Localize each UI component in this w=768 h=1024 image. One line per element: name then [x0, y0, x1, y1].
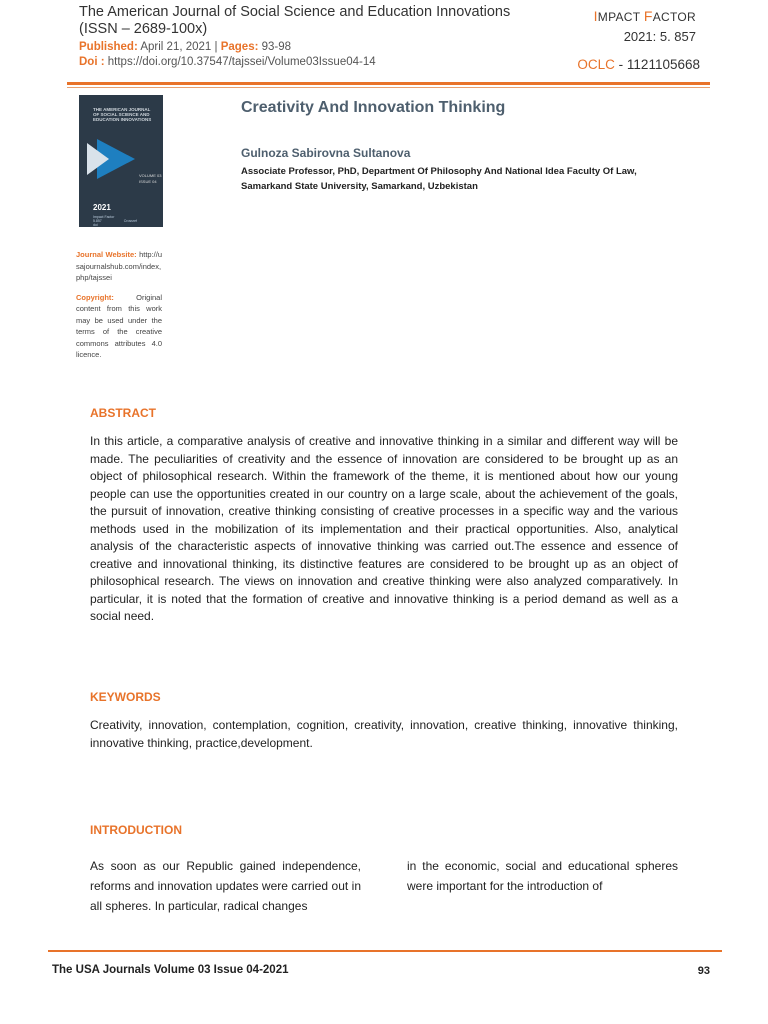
header-divider-thin — [67, 87, 710, 88]
journal-title — [79, 4, 549, 38]
pages-range: 93-98 — [261, 41, 292, 53]
cover-title: THE AMERICAN JOURNAL OF SOCIAL SCIENCE AND EDUCATION INNOVATIONS — [93, 107, 152, 123]
impact-factor-label: IMPACT FACTOR — [593, 8, 696, 24]
author-name: Gulnoza Sabirovna Sultanova — [241, 146, 411, 160]
article-sidebar — [76, 249, 162, 369]
footer-divider — [48, 950, 722, 952]
doi-link[interactable]: https://doi.org/10.37547/tajssei/Volume03Issue04-14 — [107, 56, 376, 68]
cover-year: 2021 — [93, 203, 111, 212]
pages-label: Pages: — [220, 41, 259, 53]
oclc-value: - 1121105668 — [618, 57, 700, 72]
chevron-graphic-light — [87, 143, 109, 175]
keywords-heading: KEYWORDS — [90, 690, 161, 704]
website-link[interactable]: http://usajournalshub.com/index,php/tajssei — [76, 250, 162, 282]
copyright-notice — [76, 292, 162, 361]
cover-volume: VOLUME 03 ISSUE 04 — [139, 173, 162, 184]
introduction-column-left: As soon as our Republic gained independence, reforms and innovation updates were carried out in all spheres. In particular, radical changes — [90, 859, 361, 913]
cover-footer: Impact Factor 5.857 Crossref doi — [93, 215, 137, 227]
oclc-number — [577, 57, 700, 72]
introduction-column-right: in the economic, social and educational spheres were important for the introduction of — [407, 859, 678, 893]
published-label: Published: — [79, 41, 138, 53]
publication-meta: Published: April 21, 2021 | Pages: 93-98 — [79, 41, 292, 53]
copyright-label: Copyright: — [76, 292, 114, 302]
footer-journal-issue: The USA Journals Volume 03 Issue 04-2021 — [52, 964, 289, 976]
journal-website — [76, 249, 162, 284]
impact-factor-value: 2021: 5. 857 — [623, 29, 696, 44]
header-divider — [67, 82, 710, 85]
page-number: 93 — [697, 965, 710, 977]
journal-issn: (ISSN – 2689-100x) — [79, 21, 208, 37]
copyright-text: Original content from this work may be used under the terms of the creative commons attributes 4.0 licence. — [76, 292, 162, 359]
journal-name: The American Journal of Social Science and Education Innovations — [79, 4, 511, 20]
oclc-label: OCLC — [577, 57, 615, 72]
abstract-text: In this article, a comparative analysis of creative and innovative thinking in a similar and different way will be made. The peculiarities of creativity and the essence of innovation are considered to be brought up as an object of philosophical research. Within the framework of the theme, it is mentioned about how our young people can use the opportunities created in our country on a large scale, about the achievement of the goals, the pursuit of innovation, creative thinking consisting of creative processes in a specific way and the various methods used in the mobilization of its implementation and their practical opportunities. Also, analytical analysis of the characteristic aspects of innovative thinking was carried out.The essence and essence of creative and innovational thinking, its distinctive features are considered to be brought up as an object of philosophical research. The views on innovation and creative thinking were also analyzed comparatively. In particular, it is noted that the formation of creative and innovative thinking is a period demand as well as a social need. — [90, 434, 678, 623]
abstract-heading: ABSTRACT — [90, 406, 156, 420]
introduction-heading: INTRODUCTION — [90, 823, 182, 837]
journal-cover-image — [79, 95, 163, 227]
published-date: April 21, 2021 — [140, 41, 212, 53]
website-label: Journal Website: — [76, 250, 137, 259]
author-affiliation: Associate Professor, PhD, Department Of Philosophy And National Idea Faculty Of Law, Samarkand State University, Samarkand, Uzbekistan — [241, 166, 637, 192]
doi-label: Doi : — [79, 56, 105, 68]
article-title: Creativity And Innovation Thinking — [241, 99, 506, 116]
keywords-text: Creativity, innovation, contemplation, cognition, creativity, innovation, creative thinking, innovative thinking, innovative thinking, practice,development. — [90, 718, 678, 750]
doi-line — [79, 56, 376, 68]
